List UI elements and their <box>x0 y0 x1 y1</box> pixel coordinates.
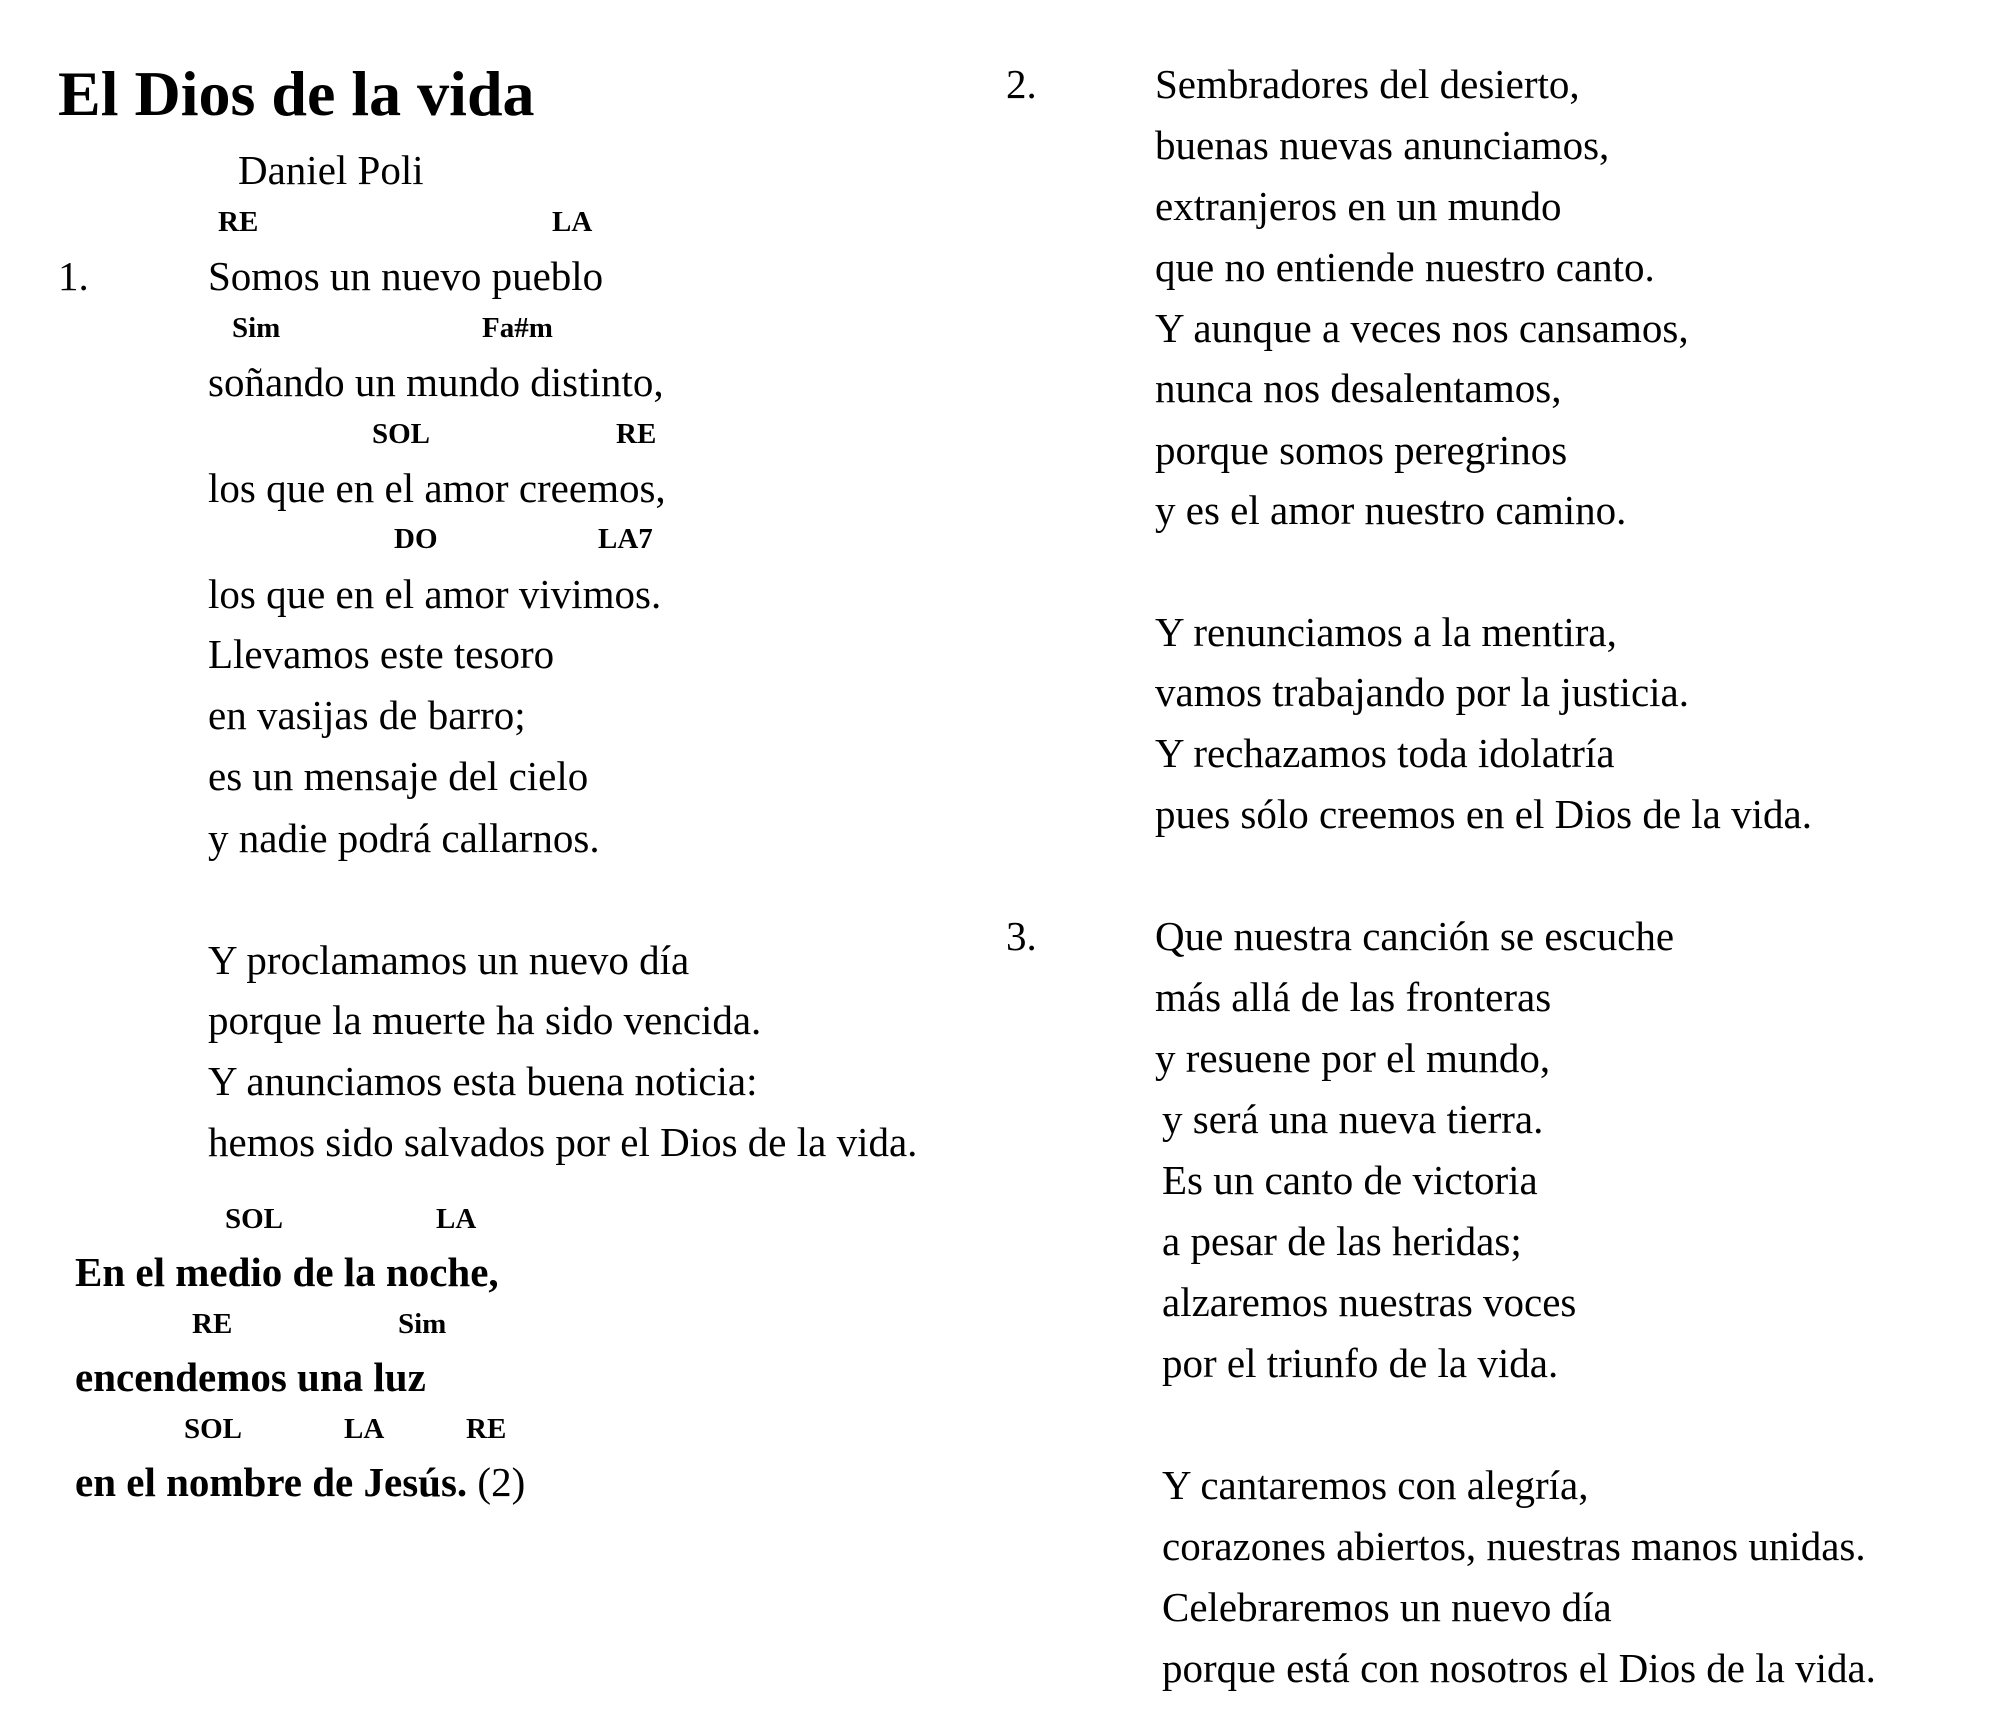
lyric-line: extranjeros en un mundo <box>1155 183 1562 229</box>
verse-number: 1. <box>58 253 89 299</box>
refrain-line: Y renunciamos a la mentira, <box>1155 609 1617 655</box>
lyric-line: los que en el amor creemos, <box>208 465 666 511</box>
refrain-line: Y anunciamos esta buena noticia: <box>208 1058 758 1104</box>
refrain-line: Y cantaremos con alegría, <box>1162 1462 1589 1508</box>
lyric-line: buenas nuevas anunciamos, <box>1155 122 1610 168</box>
chord: LA <box>344 1413 385 1445</box>
verse-number: 3. <box>1006 913 1037 959</box>
lyric-line: y nadie podrá callarnos. <box>208 815 600 861</box>
lyric-line: Somos un nuevo pueblo <box>208 253 604 299</box>
lyric-line: Llevamos este tesoro <box>208 631 555 677</box>
chorus-line-last <box>75 1459 526 1505</box>
lyric-line: Y aunque a veces nos cansamos, <box>1155 305 1689 351</box>
chorus-text: en el nombre de Jesús. <box>75 1459 468 1505</box>
refrain-line: porque está con nosotros el Dios de la vida. <box>1162 1645 1876 1691</box>
lyric-line: porque somos peregrinos <box>1155 427 1568 473</box>
chord: Sim <box>232 312 281 344</box>
chord: RE <box>218 206 259 238</box>
chord: RE <box>616 418 657 450</box>
chorus-line: En el medio de la noche, <box>75 1249 499 1295</box>
refrain-line: corazones abiertos, nuestras manos unidas. <box>1162 1523 1866 1569</box>
refrain-line: Y proclamamos un nuevo día <box>208 937 690 983</box>
chord: RE <box>192 1308 233 1340</box>
chord: LA <box>552 206 593 238</box>
refrain-line: hemos sido salvados por el Dios de la vida. <box>208 1119 918 1165</box>
chord: Sim <box>398 1308 447 1340</box>
chord: LA7 <box>598 523 653 555</box>
chorus-line: encendemos una luz <box>75 1354 426 1400</box>
lyric-line: soñando un mundo distinto, <box>208 359 664 405</box>
lyric-line: por el triunfo de la vida. <box>1162 1340 1559 1386</box>
lyric-line: y será una nueva tierra. <box>1162 1096 1544 1142</box>
lyric-line: Que nuestra canción se escuche <box>1155 913 1675 959</box>
lyric-line: es un mensaje del cielo <box>208 753 589 799</box>
lyric-line: más allá de las fronteras <box>1155 974 1552 1020</box>
lyric-line: a pesar de las heridas; <box>1162 1218 1522 1264</box>
repeat-marker: (2) <box>477 1459 526 1505</box>
lyric-line: en vasijas de barro; <box>208 692 526 738</box>
refrain-line: Celebraremos un nuevo día <box>1162 1584 1612 1630</box>
song-title: El Dios de la vida <box>58 58 535 129</box>
lyric-line: nunca nos desalentamos, <box>1155 365 1562 411</box>
lyric-line: los que en el amor vivimos. <box>208 571 662 617</box>
lyric-line: Es un canto de victoria <box>1162 1157 1538 1203</box>
chord: SOL <box>372 418 431 450</box>
chord: DO <box>394 523 438 555</box>
verse-number: 2. <box>1006 61 1037 107</box>
refrain-line: vamos trabajando por la justicia. <box>1155 669 1689 715</box>
chord: LA <box>436 1203 477 1235</box>
lyric-line: Sembradores del desierto, <box>1155 61 1580 107</box>
chord: Fa#m <box>482 312 553 344</box>
lyric-line: alzaremos nuestras voces <box>1162 1279 1577 1325</box>
lyric-line: y resuene por el mundo, <box>1155 1035 1551 1081</box>
refrain-line: pues sólo creemos en el Dios de la vida. <box>1155 791 1812 837</box>
refrain-line: Y rechazamos toda idolatría <box>1155 730 1615 776</box>
lyric-line: que no entiende nuestro canto. <box>1155 244 1655 290</box>
song-author: Daniel Poli <box>238 147 424 193</box>
lyric-line: y es el amor nuestro camino. <box>1155 487 1627 533</box>
chord: SOL <box>184 1413 243 1445</box>
chord: RE <box>466 1413 507 1445</box>
chord: SOL <box>225 1203 284 1235</box>
refrain-line: porque la muerte ha sido vencida. <box>208 997 762 1043</box>
